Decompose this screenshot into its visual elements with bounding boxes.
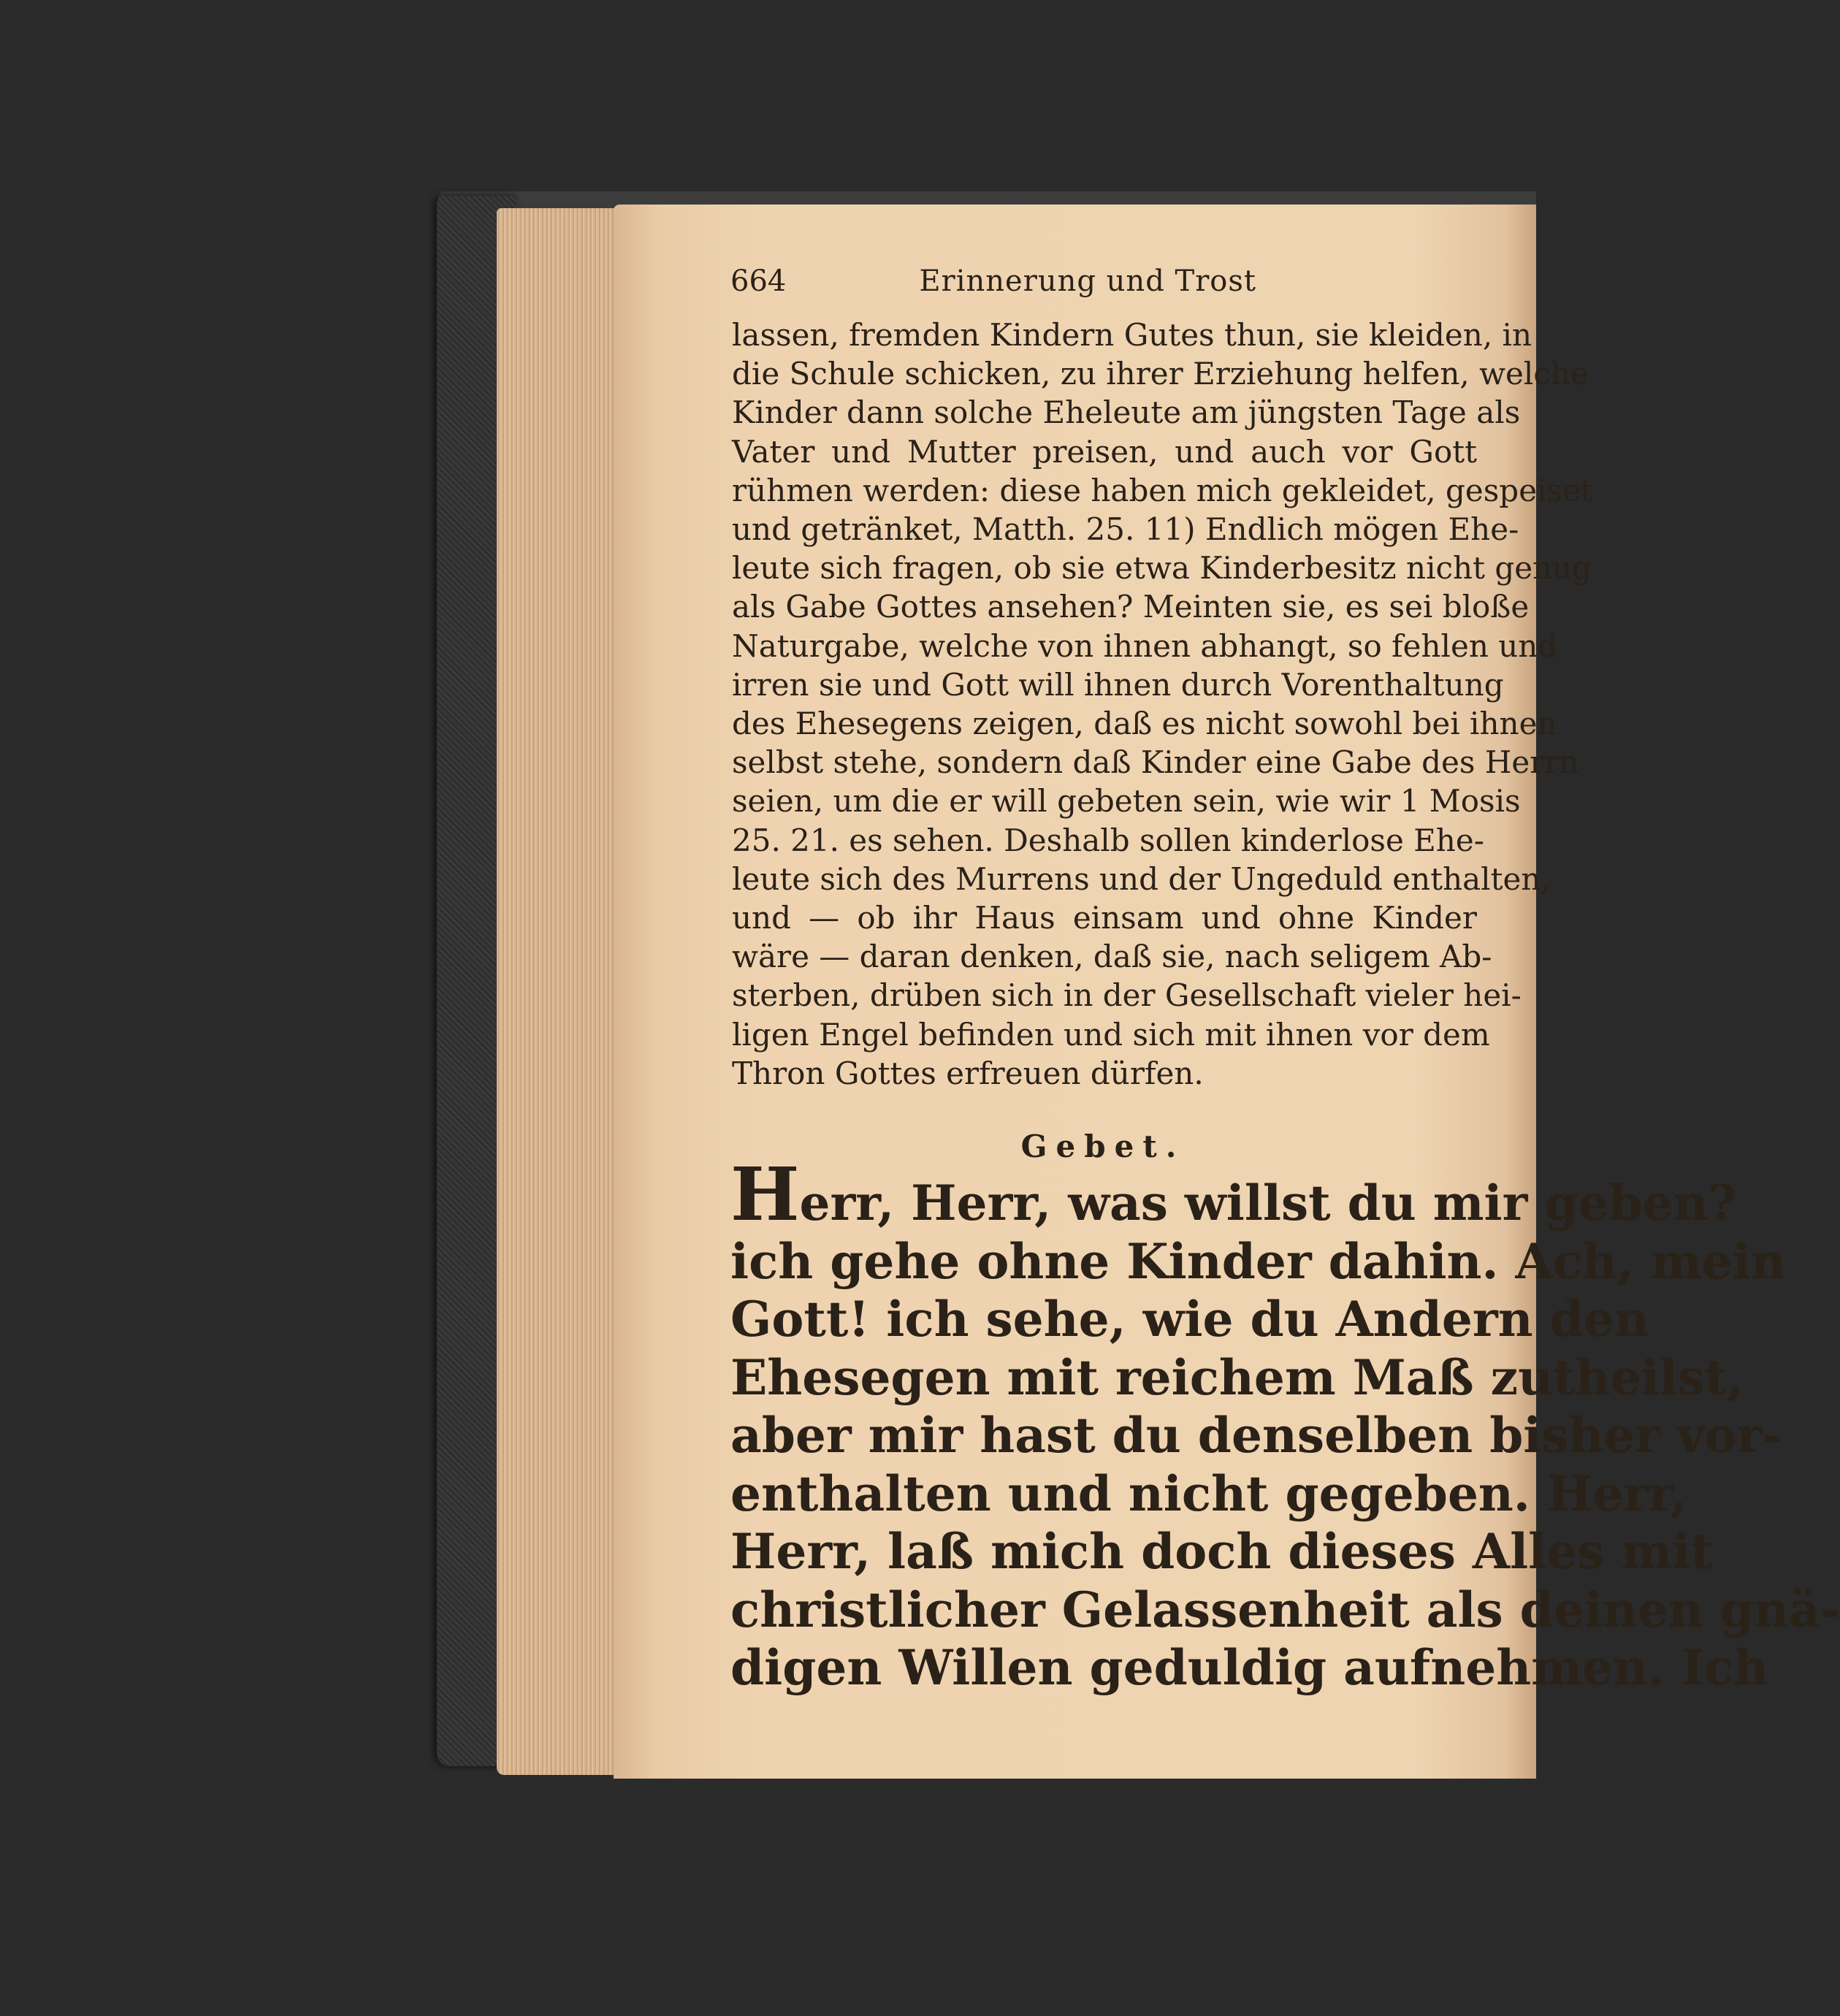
prayer-line: Gott! ich sehe, wie du Andern den [730, 1291, 1649, 1348]
running-title: Erinnerung und Trost [919, 264, 1256, 298]
body-line: des Ehesegens zeigen, daß es nicht sowohl bei ihnen [732, 706, 1557, 742]
page-header [730, 264, 1256, 298]
body-line: irren sie und Gott will ihnen durch Vorenthaltung [732, 666, 1504, 703]
body-line: seien, um die er will gebeten sein, wie wir 1 Mosis [732, 783, 1521, 820]
prayer-line: digen Willen geduldig aufnehmen. Ich [730, 1639, 1769, 1696]
body-line: und getränket, Matth. 25. 11) Endlich mögen Ehe- [732, 511, 1519, 548]
body-line: als Gabe Gottes ansehen? Meinten sie, es sei bloße [732, 589, 1530, 625]
body-line: rühmen werden: diese haben mich gekleidet, gespeiset [732, 472, 1593, 508]
body-line: ligen Engel befinden und sich mit ihnen vor dem [732, 1016, 1490, 1053]
body-line: leute sich des Murrens und der Ungeduld enthalten, [732, 860, 1551, 897]
body-line: Kinder dann solche Eheleute am jüngsten Tage als [732, 394, 1521, 431]
body-line: sterben, drüben sich in der Gesellschaft vieler hei- [732, 977, 1522, 1014]
drop-cap: H [730, 1151, 800, 1237]
prayer-line: Ehesegen mit reichem Maß zutheilst, [730, 1348, 1744, 1406]
body-line: selbst stehe, sondern daß Kinder eine Gabe des Herrn [732, 744, 1579, 781]
prayer-line: christlicher Gelassenheit als deinen gnä- [730, 1581, 1840, 1638]
body-line: Naturgabe, welche von ihnen abhangt, so fehlen und [732, 627, 1558, 664]
body-line: lassen, fremden Kindern Gutes thun, sie kleiden, in [732, 317, 1532, 353]
page-edges [497, 208, 625, 1775]
body-line: und — ob ihr Haus einsam und ohne Kinder [732, 900, 1477, 936]
prayer-text [730, 1151, 1840, 1698]
prayer-line: ich gehe ohne Kinder dahin. Ach, mein [730, 1232, 1786, 1290]
body-line: wäre — daran denken, daß sie, nach seligem Ab- [732, 939, 1492, 975]
prayer-line: aber mir hast du denselben bisher vor- [730, 1407, 1782, 1464]
prayer-first-line: err, Herr, was willst du mir geben? [799, 1175, 1737, 1232]
body-line: 25. 21. es sehen. Deshalb sollen kinderlose Ehe- [732, 822, 1484, 858]
body-text [732, 316, 1593, 1093]
page-number: 664 [730, 264, 787, 298]
body-line: Vater und Mutter preisen, und auch vor Gott [732, 433, 1477, 470]
body-line: die Schule schicken, zu ihrer Erziehung helfen, welche [732, 356, 1589, 392]
prayer-line [730, 1151, 1737, 1237]
prayer-line: enthalten und nicht gegeben. Herr, [730, 1465, 1687, 1522]
body-line: Thron Gottes erfreuen dürfen. [732, 1055, 1204, 1091]
prayer-line: Herr, laß mich doch dieses Alles mit [730, 1523, 1713, 1580]
body-line: leute sich fragen, ob sie etwa Kinderbesitz nicht genug [732, 550, 1592, 587]
section-heading-gebet: Gebet. [1020, 1129, 1186, 1164]
